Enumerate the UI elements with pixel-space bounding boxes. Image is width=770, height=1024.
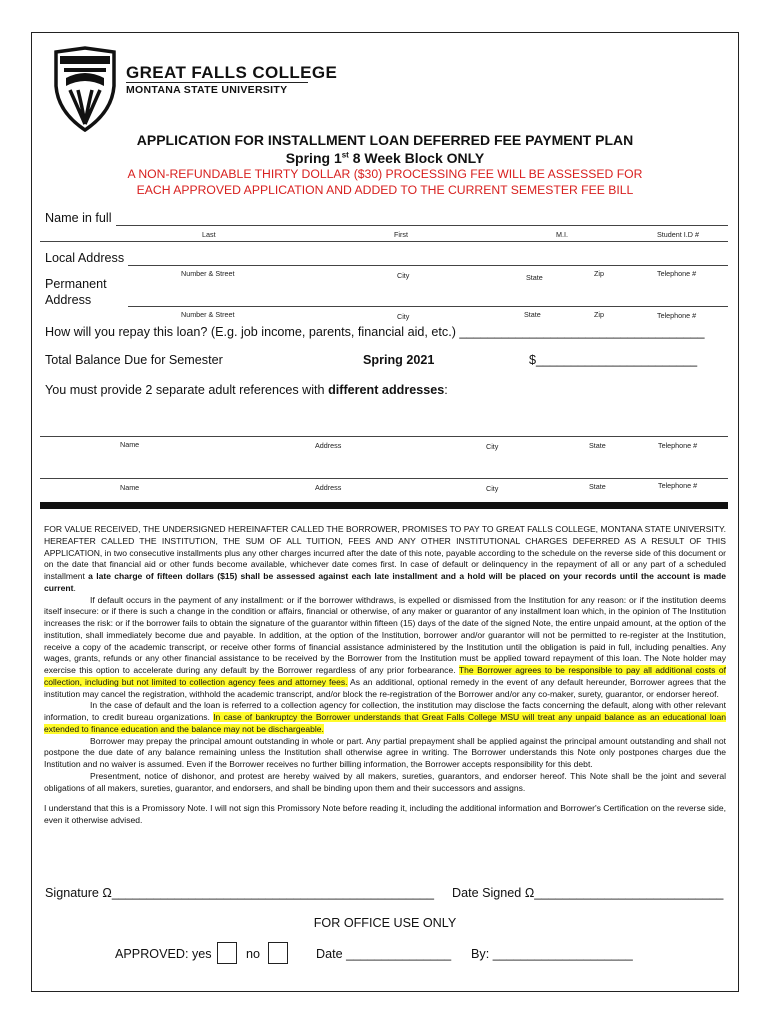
note-p1-end: . bbox=[73, 582, 76, 593]
permanent-label-2: Address bbox=[45, 293, 92, 307]
name-label: Name in full bbox=[45, 211, 112, 225]
signature-field[interactable]: Signature Ω______________________________________________ bbox=[45, 886, 435, 900]
semester-value: Spring 2021 bbox=[363, 353, 435, 367]
local-col-state: State bbox=[526, 273, 543, 282]
note-paragraph-4: Borrower may prepay the principal amount outstanding in whole or part. Any partial prepayment shall be applied against the principal amount outstanding and shall not postpone the due date of any balance remaining unless the Institution shall otherwise agree in writing. The Borrower understands this Note only postpones charges due the Institution and no waiver is assumed. Even if the Borrower receives no further billing information, the Borrower accepts responsibility for this debt. bbox=[44, 735, 726, 769]
approved-label: APPROVED: yes bbox=[115, 947, 212, 961]
note-paragraph-3 bbox=[44, 700, 726, 735]
note-p3-highlight: In case of bankruptcy the Borrower understands that Great Falls College MSU will treat any unpaid balance as an educational loan extended to finance education and the balance may not be dischargeable. bbox=[44, 712, 726, 734]
note-p2-highlight: The Borrower agrees to be responsible to pay all additional costs of collection, including but not limited to collection agency fees and attorney fees. bbox=[44, 665, 726, 687]
local-address-input-line[interactable] bbox=[128, 265, 728, 266]
references-bold: different addresses bbox=[328, 383, 445, 397]
balance-label: Total Balance Due for Semester bbox=[45, 353, 223, 367]
name-col-last: Last bbox=[202, 230, 216, 239]
permanent-col-street: Number & Street bbox=[181, 310, 235, 319]
office-use-heading: FOR OFFICE USE ONLY bbox=[313, 916, 457, 930]
office-date-field[interactable]: Date _______________ bbox=[316, 947, 452, 961]
approved-no-checkbox[interactable] bbox=[268, 942, 288, 964]
permanent-col-state: State bbox=[524, 310, 541, 319]
university-name: MONTANA STATE UNIVERSITY bbox=[126, 84, 288, 96]
form-title: APPLICATION FOR INSTALLMENT LOAN DEFERRED FEE PAYMENT PLAN bbox=[136, 132, 634, 148]
ref1-col-state: State bbox=[589, 441, 606, 450]
note-p1-bold: a late charge of fifteen dollars ($15) shall be assessed against each late installment and a hold will be placed on your records until the account is made current bbox=[44, 571, 726, 593]
date-signed-field[interactable]: Date Signed Ω___________________________ bbox=[452, 886, 724, 900]
local-col-telephone: Telephone # bbox=[657, 269, 697, 278]
local-col-city: City bbox=[397, 271, 410, 280]
ref1-col-address: Address bbox=[315, 441, 342, 450]
name-lower-line bbox=[40, 241, 728, 242]
subtitle-sup: st bbox=[341, 150, 349, 160]
name-col-student-id: Student I.D # bbox=[657, 230, 699, 239]
ref2-col-telephone: Telephone # bbox=[658, 481, 698, 490]
permanent-address-input-line[interactable] bbox=[128, 306, 728, 307]
office-by-field[interactable]: By: ____________________ bbox=[471, 947, 633, 961]
references-prefix: You must provide 2 separate adult references with bbox=[45, 383, 329, 397]
note-paragraph-5: Presentment, notice of dishonor, and protest are hereby waived by all makers, sureties, guarantors, and endorser hereof. This Note shall be the joint and several obligations of all makers, sureties, guarantor, and endorsers, and shall be binding upon them and their successors and assigns. bbox=[44, 770, 726, 793]
subtitle-prefix: Spring 1 bbox=[285, 150, 342, 166]
ref1-col-city: City bbox=[486, 442, 499, 451]
repay-question[interactable]: How will you repay this loan? (E.g. job income, parents, financial aid, etc.) ___________________________________ bbox=[45, 325, 705, 339]
ref2-col-address: Address bbox=[315, 483, 342, 492]
subtitle-suffix: 8 Week Block ONLY bbox=[348, 150, 485, 166]
college-logo-shield-icon bbox=[52, 46, 118, 132]
note-p2-text: If default occurs in the payment of any installment: or if the borrower withdraws, is expelled or dismissed from the Institution for any reason: or if the institution deems itself insecure: or if there is such a change in the condition or affairs, financial or otherwise, of any maker or guarantor of any installment loan which, in the opinion of The Institution increases the risk: or if the borrower fails to obtain the signature of the guarantor within fifteen (15) days of the date of the signed Note, the entire unpaid amount, at the option of the institution, shall immediately become due and payable. In addition, at the option of the Institution, borrower and/or guarantor will not be permitted to re-register at the Institution, receive a copy of the academic transcript, or receive other forms of financial assistance administered by the Institution until the obligation is paid in full, including penalties. Any wages, grants, refunds or any other financial assistance to be received by the Borrower from the Institution must be applied toward repayment of this loan. The Note holder may exercise this option to accelerate during any default by the Borrower regardless of any prior forbearance. bbox=[44, 594, 726, 675]
approved-no-label: no bbox=[246, 947, 261, 961]
note-paragraph-6: I understand that this is a Promissory Note. I will not sign this Promissory Note before reading it, including the additional information and Borrower's Certification on the reverse side, even it otherwise advised. bbox=[44, 803, 726, 825]
permanent-col-zip: Zip bbox=[594, 310, 604, 319]
reference-1-input-line[interactable] bbox=[40, 436, 728, 437]
name-input-line[interactable] bbox=[116, 225, 728, 226]
note-paragraph-1 bbox=[44, 524, 726, 595]
promissory-note-text bbox=[44, 524, 726, 827]
balance-dollar-field[interactable]: $_______________________ bbox=[529, 353, 698, 367]
permanent-col-city: City bbox=[397, 312, 410, 321]
permanent-col-telephone: Telephone # bbox=[657, 311, 697, 320]
college-name: GREAT FALLS COLLEGE bbox=[126, 63, 338, 82]
reference-2-input-line[interactable] bbox=[40, 478, 728, 479]
local-col-zip: Zip bbox=[594, 269, 604, 278]
approved-yes-checkbox[interactable] bbox=[217, 942, 237, 964]
note-p3-text: In the case of default and the loan is referred to a collection agency for collection, the institution may disclose the facts concerning the default, along with other relevant information, to credit bureau organizations. bbox=[44, 700, 726, 722]
references-instruction bbox=[45, 383, 448, 397]
references-suffix: : bbox=[444, 383, 448, 397]
college-name-rule bbox=[126, 82, 308, 83]
ref1-col-name: Name bbox=[120, 440, 140, 449]
ref1-col-telephone: Telephone # bbox=[658, 441, 698, 450]
fee-warning-line-2: EACH APPROVED APPLICATION AND ADDED TO THE CURRENT SEMESTER FEE BILL bbox=[136, 183, 634, 197]
note-paragraph-2 bbox=[44, 595, 726, 701]
form-subtitle bbox=[0, 150, 770, 166]
note-p1-text: FOR VALUE RECEIVED, THE UNDERSIGNED HEREINAFTER CALLED THE BORROWER, PROMISES TO PAY TO GREAT FALLS COLLEGE, MONTANA STATE UNIVERSITY. HEREAFTER CALLED THE INSTITUTION, THE SUM OF ALL TUITION, FEES AND ANY OTHER INSTITUTIONAL CHARGES DEFERRED AS A RESULT OF THIS APPLICATION, in two consecutive installments plus any other charges incurred after the date of this note, payable according to the schedule on the reverse side of this document or on the date that financial aid or other funds become available, whichever date comes first. In case of default or delinquency in the repayment of all or any part of a scheduled installment bbox=[44, 524, 726, 581]
ref2-col-state: State bbox=[589, 482, 606, 491]
local-col-street: Number & Street bbox=[181, 269, 235, 278]
ref2-col-name: Name bbox=[120, 483, 140, 492]
section-divider-bar bbox=[40, 502, 728, 509]
ref2-col-city: City bbox=[486, 484, 499, 493]
fee-warning-line-1: A NON-REFUNDABLE THIRTY DOLLAR ($30) PROCESSING FEE WILL BE ASSESSED FOR bbox=[127, 167, 643, 181]
permanent-label-1: Permanent bbox=[45, 277, 107, 291]
note-p2-text-b: As an additional, optional remedy in the event of any default hereunder, Borrower agrees that the institution may cancel the registration, withhold the academic transcript, and/or block the re-registration of the Borrower and/or any co-maker, surety, guarantor, or endorser hereof. bbox=[44, 676, 726, 699]
name-col-mi: M.I. bbox=[556, 230, 568, 239]
name-col-first: First bbox=[394, 230, 408, 239]
local-address-label: Local Address bbox=[45, 251, 125, 265]
